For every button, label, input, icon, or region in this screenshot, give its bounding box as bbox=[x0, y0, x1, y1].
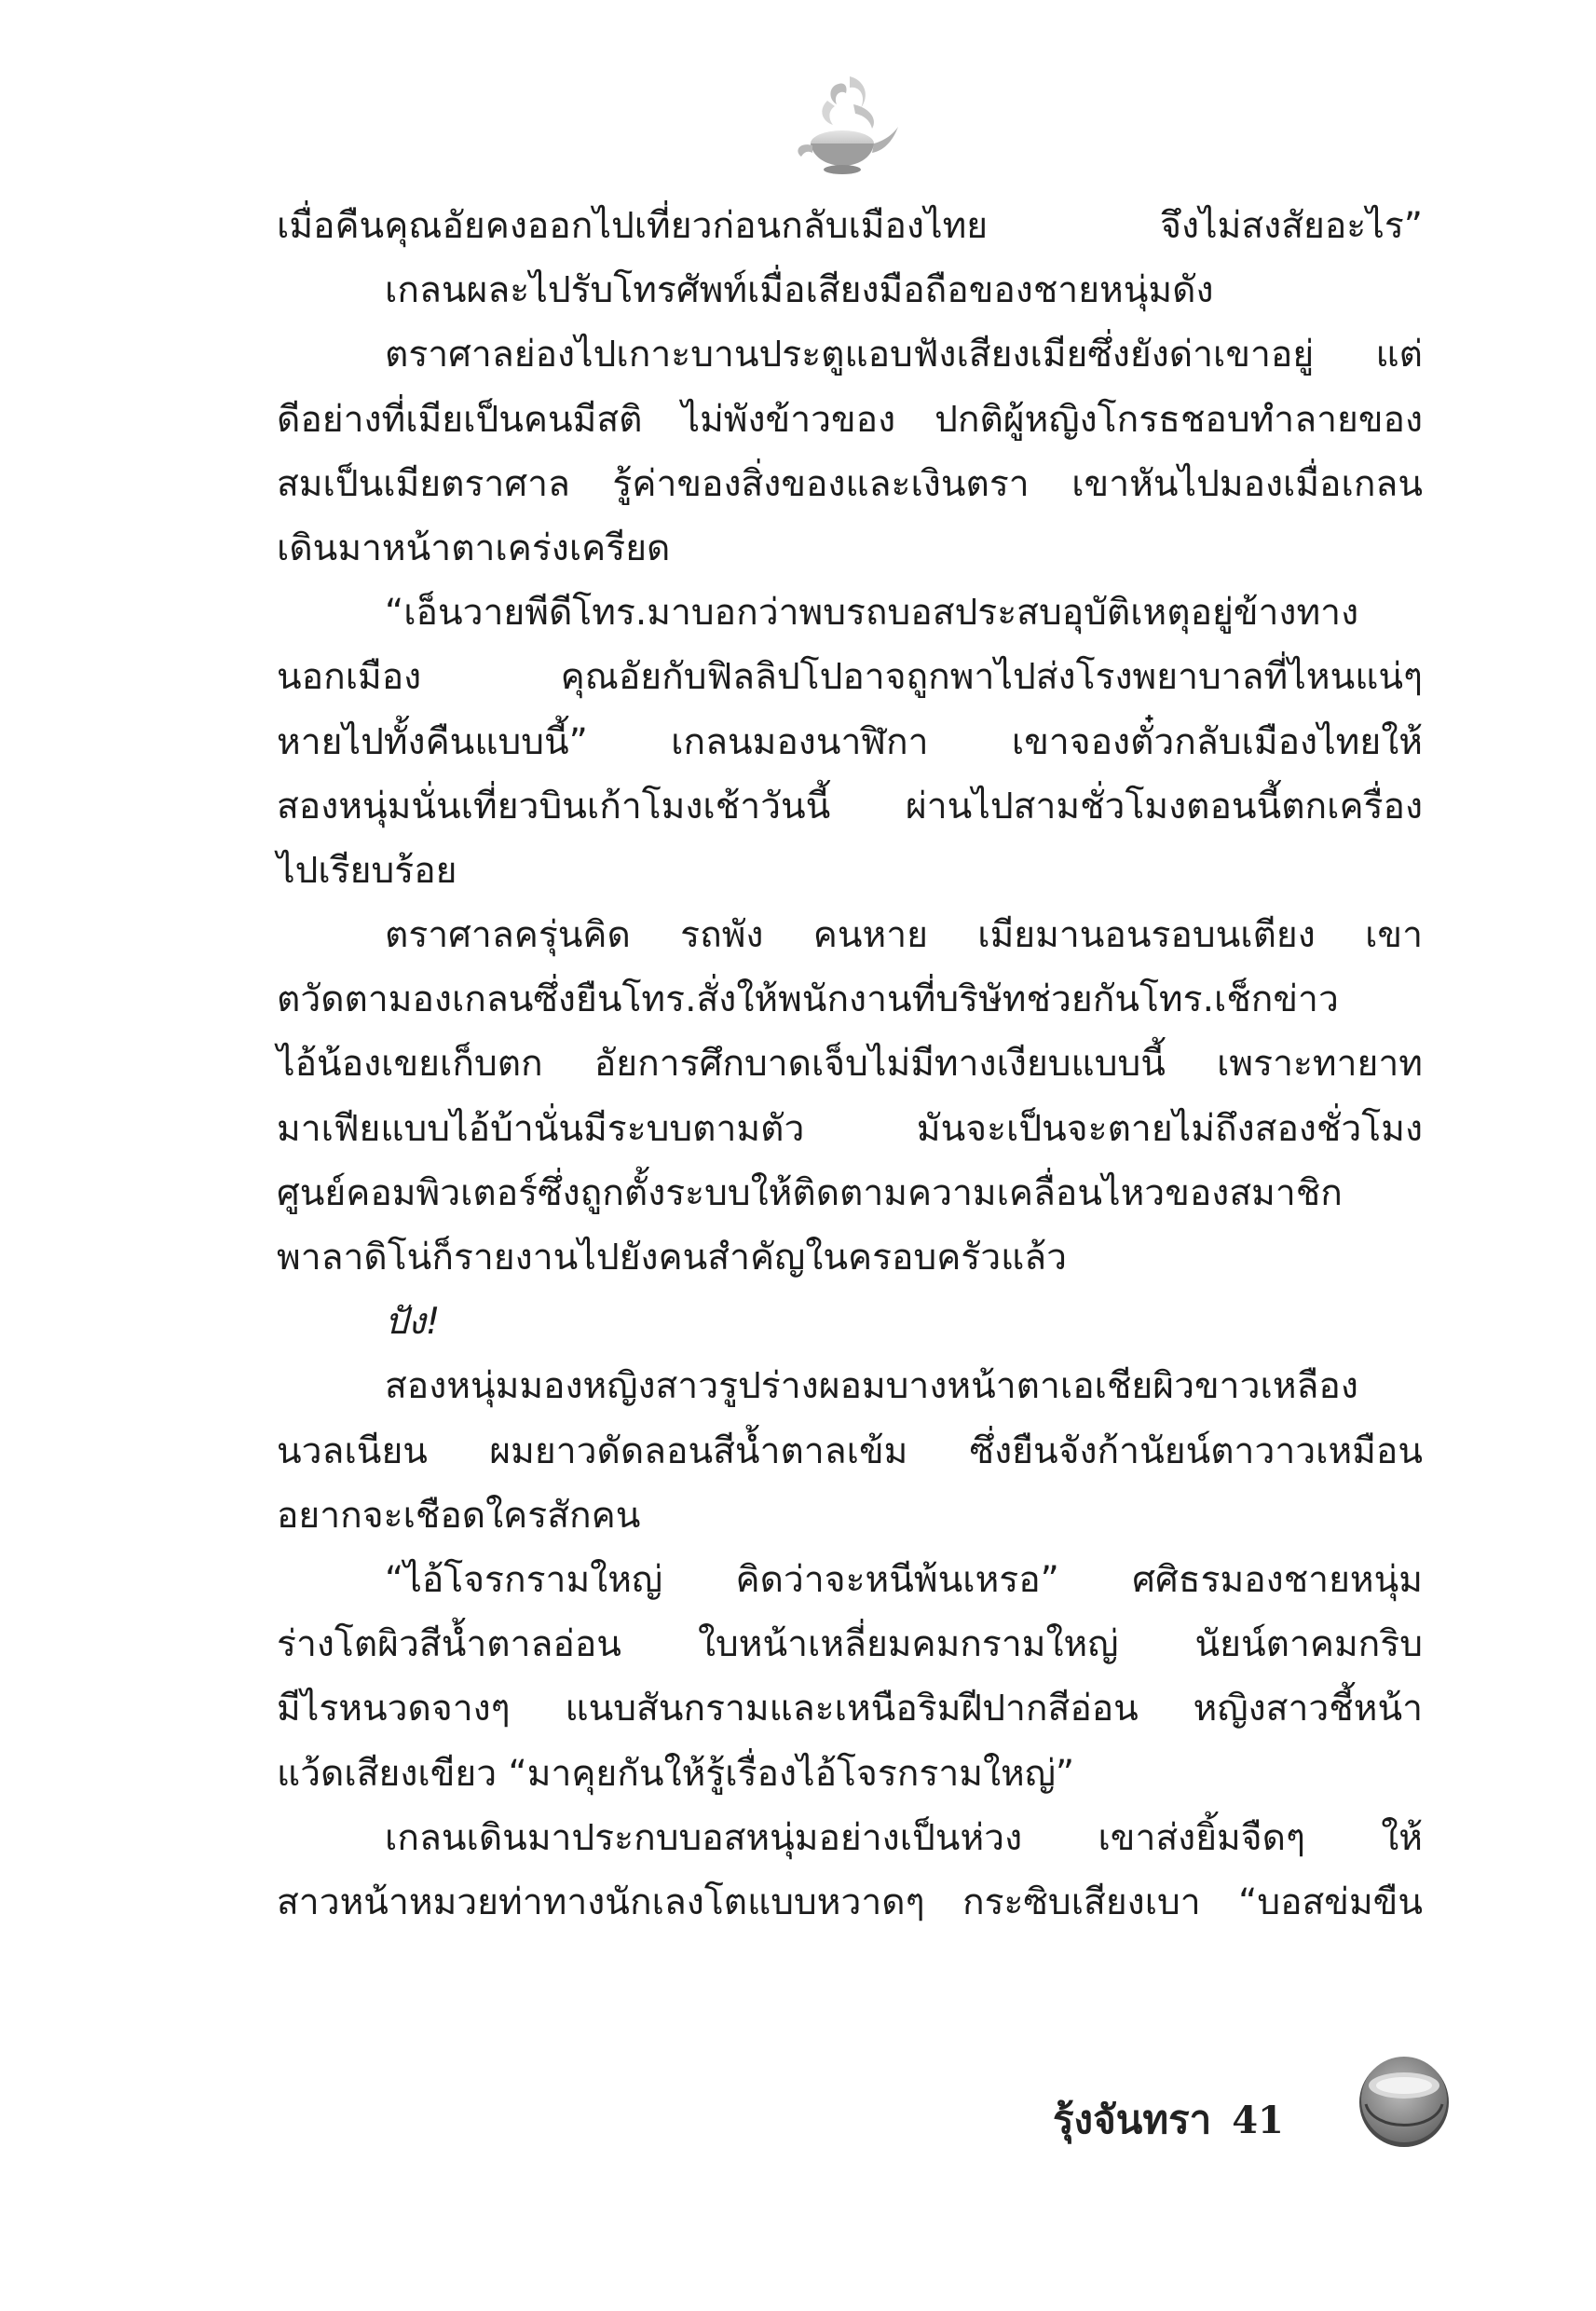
body-line: เกลนผละไปรับโทรศัพท์เมื่อเสียงมือถือของชายหนุ่มดัง bbox=[385, 269, 1214, 312]
body-line: สองหนุ่มนั่นเที่ยวบินเก้าโมงเช้าวันนี้ ผ่านไปสามชั่วโมงตอนนี้ตกเครื่อง bbox=[277, 785, 1423, 827]
body-line: ปัง! bbox=[385, 1301, 441, 1344]
body-line: เดินมาหน้าตาเคร่งเครียด bbox=[277, 526, 671, 569]
body-line: สมเป็นเมียตราศาล รู้ค่าของสิ่งของและเงินตรา เขาหันไปมองเมื่อเกลน bbox=[277, 462, 1423, 505]
body-line: ตราศาลย่องไปเกาะบานประตูแอบฟังเสียงเมียซึ่งยังด่าเขาอยู่ แต่ bbox=[385, 334, 1423, 376]
body-line: แว้ดเสียงเขียว “มาคุยกันให้รู้เรื่องไอ้โจรกรามใหญ่” bbox=[277, 1752, 1075, 1795]
body-line: อยากจะเชือดใครสักคน bbox=[277, 1494, 641, 1537]
page-number: 41 bbox=[1232, 2098, 1284, 2142]
body-line: ดีอย่างที่เมียเป็นคนมีสติ ไม่พังข้าวของ ปกติผู้หญิงโกรธชอบทำลายของ bbox=[277, 398, 1423, 441]
body-line: นวลเนียน ผมยาวดัดลอนสีน้ำตาลเข้ม ซึ่งยืนจังก้านัยน์ตาวาวเหมือน bbox=[277, 1429, 1423, 1472]
body-line: สาวหน้าหมวยท่าทางนักเลงโตแบบหวาดๆ กระซิบเสียงเบา “บอสข่มขืน bbox=[277, 1880, 1423, 1923]
body-line: ตราศาลครุ่นคิด รถพัง คนหาย เมียมานอนรอบนเตียง เขา bbox=[385, 914, 1423, 957]
body-line: มีไรหนวดจางๆ แนบสันกรามและเหนือริมฝีปากสีอ่อน หญิงสาวชี้หน้า bbox=[277, 1688, 1423, 1730]
body-line: “ไอ้โจรกรามใหญ่ คิดว่าจะหนีพ้นเหรอ” ศศิธรมองชายหนุ่ม bbox=[385, 1558, 1423, 1601]
body-line: ไปเรียบร้อย bbox=[277, 849, 457, 892]
body-line: นอกเมือง คุณอัยกับฟิลลิปโปอาจถูกพาไปส่งโรงพยาบาลที่ไหนแน่ๆ bbox=[277, 656, 1423, 699]
body-line: “เอ็นวายพีดีโทร.มาบอกว่าพบรถบอสประสบอุบัติเหตุอยู่ข้างทาง bbox=[385, 592, 1359, 635]
page-footer bbox=[1053, 2087, 1284, 2153]
body-line: เกลนเดินมาประกบบอสหนุ่มอย่างเป็นห่วง เขาส่งยิ้มจืดๆ ให้ bbox=[385, 1816, 1423, 1859]
body-line: เมื่อคืนคุณอัยคงออกไปเที่ยวก่อนกลับเมืองไทย จึงไม่สงสัยอะไร” bbox=[277, 205, 1423, 247]
body-line: หายไปทั้งคืนแบบนี้” เกลนมองนาฬิกา เขาจองตั๋วกลับเมืองไทยให้ bbox=[277, 720, 1423, 763]
book-title: รุ้งจันทรา bbox=[1053, 2097, 1212, 2142]
body-line: พาลาดิโน่ก็รายงานไปยังคนสำคัญในครอบครัวแล้ว bbox=[277, 1237, 1068, 1279]
body-line: ตวัดตามองเกลนซึ่งยืนโทร.สั่งให้พนักงานที่บริษัทช่วยกันโทร.เช็กข่าว bbox=[277, 978, 1339, 1021]
genie-lamp-icon bbox=[781, 67, 902, 188]
body-line: สองหนุ่มมองหญิงสาวรูปร่างผอมบางหน้าตาเอเชียผิวขาวเหลือง bbox=[385, 1365, 1358, 1408]
body-line: ศูนย์คอมพิวเตอร์ซึ่งถูกตั้งระบบให้ติดตามความเคลื่อนไหวของสมาชิก bbox=[277, 1171, 1343, 1214]
body-text bbox=[277, 194, 1423, 1935]
round-tin-icon bbox=[1353, 2048, 1455, 2151]
body-line: ร่างโตผิวสีน้ำตาลอ่อน ใบหน้าเหลี่ยมคมกรามใหญ่ นัยน์ตาคมกริบ bbox=[277, 1623, 1423, 1666]
body-line: มาเฟียแบบไอ้บ้านั่นมีระบบตามตัว มันจะเป็นจะตายไม่ถึงสองชั่วโมง bbox=[277, 1107, 1423, 1150]
body-line: ไอ้น้องเขยเก็บตก อัยการศึกบาดเจ็บไม่มีทางเงียบแบบนี้ เพราะทายาท bbox=[277, 1043, 1423, 1086]
